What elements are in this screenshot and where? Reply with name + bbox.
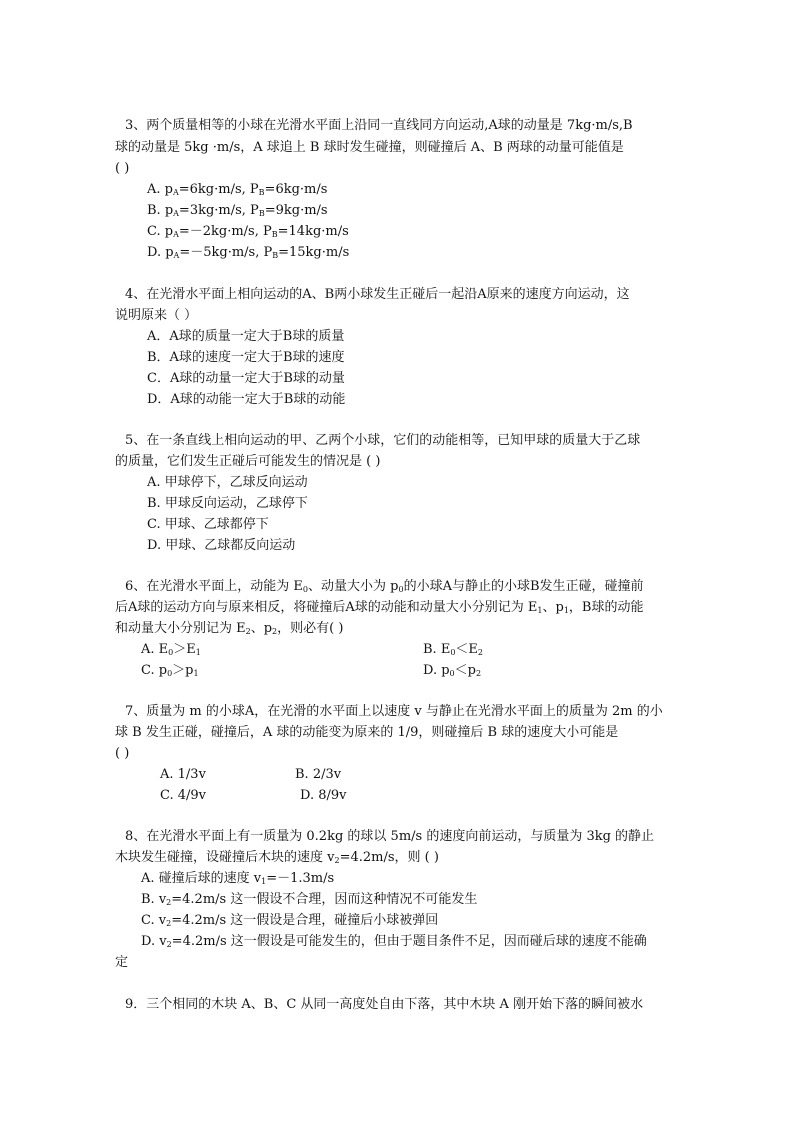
option-d: D. $p_A=-5kg\cdot m/s$, $P_B=15kg\cdot m/s$: [147, 245, 350, 260]
question-text: 9．三个相同的木块 A、B、C 从同一高度处自由下落，其中木块 A 刚开始下落的瞬间被水: [125, 997, 644, 1012]
question-text: 7、质量为 m 的小球A，在光滑的水平面上以速度 v 与静止在光滑水平面上的质量为 2m 的小: [125, 704, 663, 719]
option-b: B. 甲球反向运动，乙球停下: [147, 496, 308, 511]
option-b: B. $v_2=4.2m/s$ 这一假设不合理，因而这种情况不可能发生: [141, 892, 478, 907]
option-d: D. $v_2=4.2m/s$ 这一假设是可能发生的，但由于题目条件不足，因而碰后球的速度不能确: [141, 934, 647, 949]
option-d: D. 甲球、乙球都反向运动: [147, 538, 296, 553]
option-b: B. 2/3v: [295, 767, 342, 782]
option-a: A. 碰撞后球的速度 $v_1=-1.3m/s$: [141, 871, 335, 886]
option-c: C. $v_2=4.2m/s$ 这一假设是合理，碰撞后小球被弹回: [141, 913, 439, 928]
option-d: D．A球的动能一定大于B球的动能: [147, 392, 346, 407]
answer-bracket: ( ): [115, 746, 130, 761]
question-text: 6、在光滑水平面上，动能为 $E_0$、动量大小为 $p_0$的小球A与静止的小球B发生正碰，碰撞前: [125, 579, 644, 594]
option-a: A. 甲球停下，乙球反向运动: [147, 475, 308, 490]
option-d-continuation: 定: [115, 955, 129, 970]
option-c: C. $p_A=-2kg\cdot m/s$, $P_B=14kg\cdot m/s$: [147, 224, 349, 239]
option-a: A．A球的质量一定大于B球的质量: [147, 329, 345, 344]
question-text: 8、在光滑水平面上有一质量为 0.2kg 的球以 5m/s 的速度向前运动，与质量为 3kg 的静止: [125, 829, 655, 844]
question-text: 球的动量是 5kg ·m/s，A 球追上 B 球时发生碰撞，则碰撞后 A、B 两球的动量可能值是: [115, 140, 624, 155]
question-text: 3、两个质量相等的小球在光滑水平面上沿同一直线同方向运动,A球的动量是 7kg·m/s,B: [125, 118, 633, 133]
question-text: 和动量大小分别记为 $E_2$、$p_2$，则必有( ): [115, 621, 344, 636]
option-a: A. $E_0>E_1$: [141, 642, 201, 657]
option-c: C．A球的动量一定大于B球的动量: [147, 371, 345, 386]
question-text: 4、在光滑水平面上相向运动的A、B两小球发生正碰后一起沿A原来的速度方向运动，这: [125, 287, 630, 302]
question-text: 球 B 发生正碰，碰撞后，A 球的动能变为原来的 1/9，则碰撞后 B 球的速度大小可能是: [115, 725, 619, 740]
question-text: 后A球的运动方向与原来相反，将碰撞后A球的动能和动量大小分别记为 $E_1$、$p_1$，B球的动能: [115, 600, 644, 615]
option-a: A. $p_A=6kg\cdot m/s$, $P_B=6kg\cdot m/s$: [147, 182, 328, 197]
question-text: 说明原来（ ）: [115, 308, 198, 323]
option-d: D. 8/9v: [300, 788, 347, 803]
option-c: C. 甲球、乙球都停下: [147, 517, 269, 532]
option-b: B. $E_0<E_2$: [423, 642, 483, 657]
option-c: C. $p_0>p_1$: [141, 663, 199, 678]
option-d: D. $p_0<p_2$: [423, 663, 482, 678]
question-text: 5、在一条直线上相向运动的甲、乙两个小球，它们的动能相等，已知甲球的质量大于乙球: [125, 433, 641, 448]
question-text: 的质量，它们发生正碰后可能发生的情况是 ( ): [115, 454, 381, 469]
option-b: B. $p_A=3kg\cdot m/s$, $P_B=9kg\cdot m/s$: [147, 203, 328, 218]
question-text: 木块发生碰撞，设碰撞后木块的速度 $v_2=4.2m/s$，则 ( ): [115, 850, 439, 865]
option-b: B．A球的速度一定大于B球的速度: [147, 350, 345, 365]
option-c: C. 4/9v: [160, 788, 207, 803]
option-a: A. 1/3v: [160, 767, 206, 782]
answer-bracket: ( ): [115, 161, 130, 176]
